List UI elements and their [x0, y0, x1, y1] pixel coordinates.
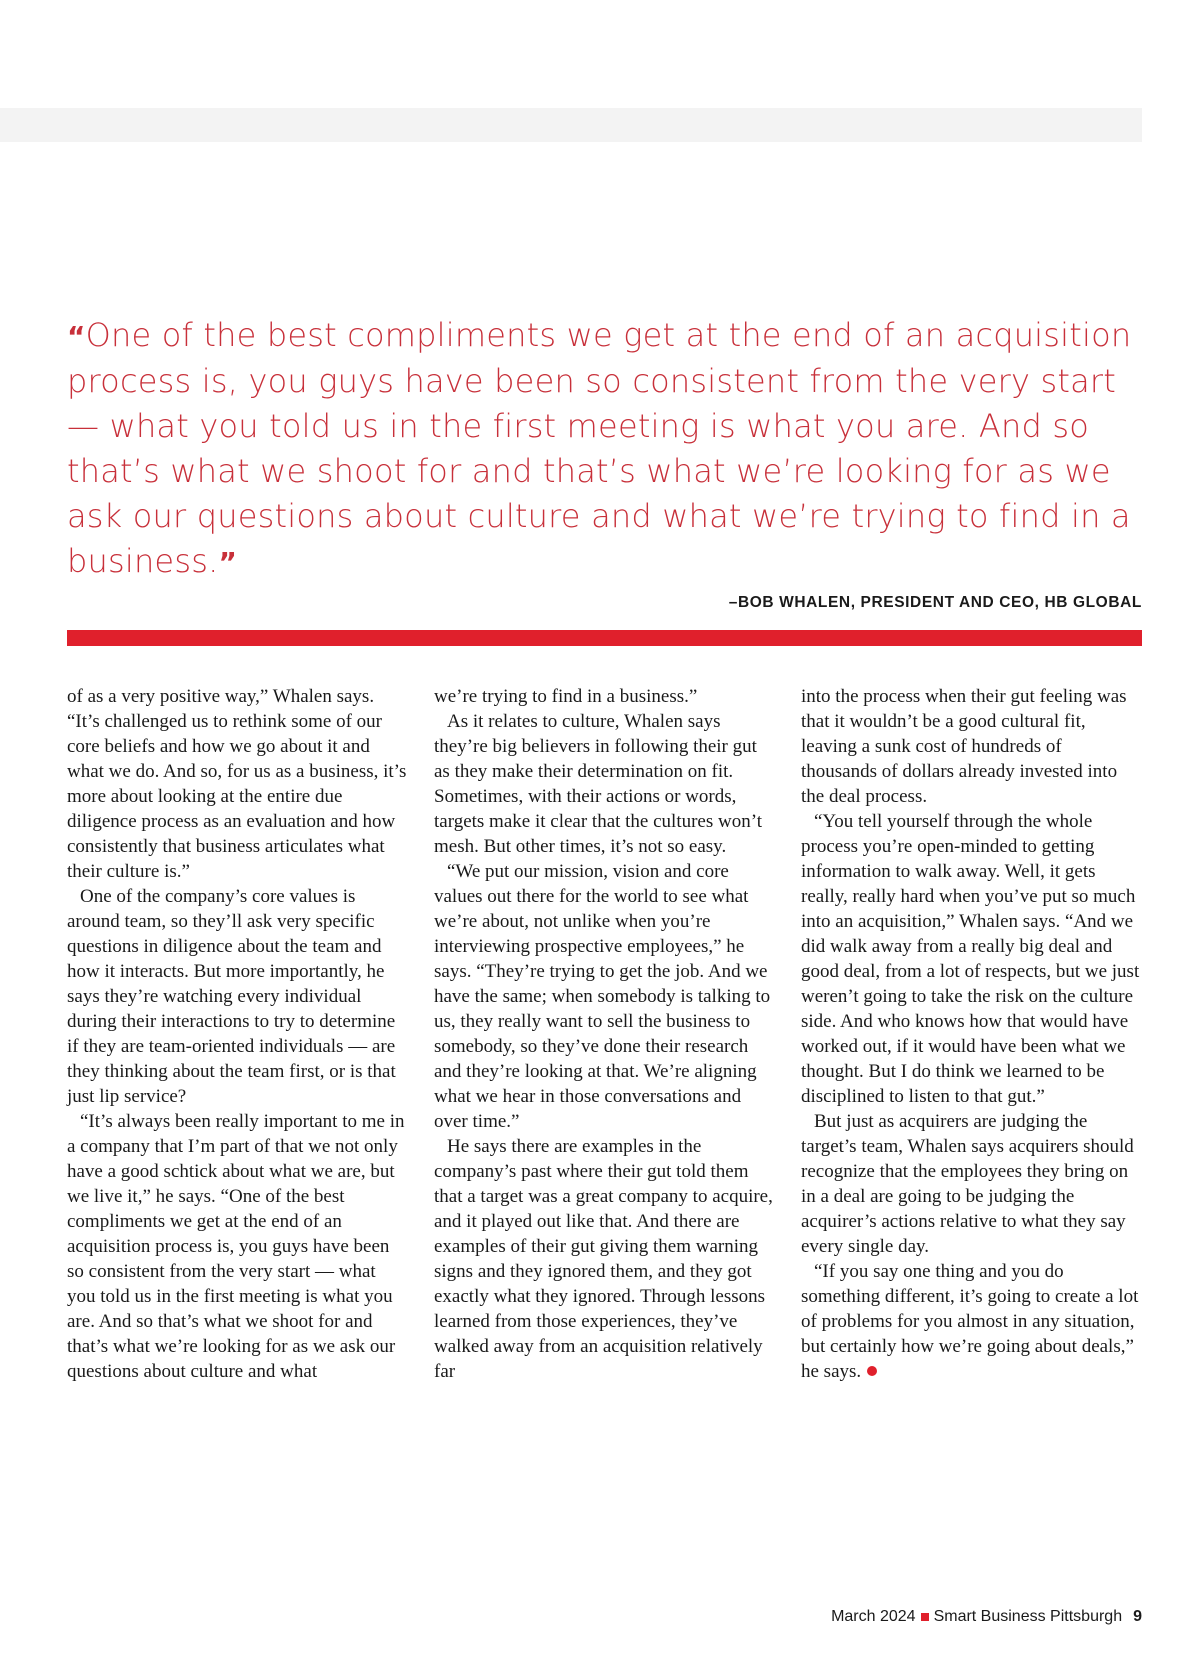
paragraph-final [801, 1259, 1141, 1384]
paragraph: “It’s always been really important to me in a company that I’m part of that we not only have a good schtick about what we are, but we live it,” he says. “One of the best compliments we get at the end of an acquisition process is, you guys have been so consistent from the very start — what you told us in the first meeting is what you are. And so that’s what we shoot for and that’s what we’re looking for as we ask our questions about culture and what [67, 1111, 405, 1382]
paragraph: we’re trying to find in a business.” [434, 686, 698, 707]
paragraph: He says there are examples in the company’s past where their gut told them that a target was a great company to acquire, and it played out like that. And there are examples of their gut giving them warning signs and they ignored them, and they got exactly what they ignored. Through lessons learned from those experiences, they’ve walked away from an acquisition relatively far [434, 1136, 773, 1382]
paragraph: As it relates to culture, Whalen says they’re big believers in following their gut as they make their determination on fit. Sometimes, with their actions or words, targets make it clear that the cultures won’t mesh. But other times, it’s not so easy. [434, 711, 762, 857]
open-quote-mark: “ [67, 320, 86, 353]
close-quote-mark: ” [218, 546, 238, 579]
page-footer [831, 1608, 1142, 1626]
paragraph: “You tell yourself through the whole process you’re open-minded to getting information to walk away. Well, it gets really, really hard when you’ve put so much into an acquisition,” Whalen says. “And we did walk away from a really big deal and good deal, from a lot of respects, but we just weren’t going to take the risk on the culture side. And who knows how that would have worked out, if it would have been what we thought. But I do think we learned to be disciplined to listen to that gut.” [801, 811, 1140, 1107]
paragraph: “We put our mission, vision and core values out there for the world to see what we’re about, not unlike when you’re interviewing prospective employees,” he says. “They’re trying to get the job. And we have the same; when somebody is talking to us, they really want to sell the business to somebody, so they’ve done their research and they’re looking at that. We’re aligning what we hear in those conversations and over time.” [434, 861, 771, 1132]
final-paragraph-text: “If you say one thing and you do something different, it’s going to create a lot of problems for you almost in any situation, but certainly how we’re going about deals,” he says. [801, 1261, 1139, 1382]
footer-date: March 2024 [831, 1608, 916, 1625]
body-column-3 [801, 684, 1141, 1384]
paragraph: into the process when their gut feeling was that it wouldn’t be a good cultural fit, leaving a sunk cost of hundreds of thousands of dollars already invested into the deal process. [801, 686, 1127, 807]
footer-publication: Smart Business Pittsburgh [933, 1608, 1123, 1625]
footer-separator-icon [921, 1613, 929, 1621]
body-column-2 [434, 684, 774, 1384]
body-column-1 [67, 684, 407, 1384]
pull-quote [67, 313, 1147, 585]
end-of-article-mark [867, 1366, 877, 1376]
divider-rule [67, 630, 1142, 646]
quote-attribution: –BOB WHALEN, PRESIDENT AND CEO, HB GLOBAL [728, 594, 1142, 611]
header-band [0, 108, 1142, 142]
paragraph: One of the company’s core values is around team, so they’ll ask very specific questions in diligence about the team and how it interacts. But more importantly, he says they’re watching every individual during their interactions to try to determine if they are team-oriented individuals — are they thinking about the team first, or is that just lip service? [67, 886, 396, 1107]
paragraph: of as a very positive way,” Whalen says. “It’s challenged us to rethink some of our core beliefs and how we go about it and what we do. And so, for us as a business, it’s more about looking at the entire due diligence process as an evaluation and how consistently that business articulates what their culture is.” [67, 686, 407, 882]
pull-quote-text: One of the best compliments we get at the end of an acquisition process is, you guys have been so consistent from the very start — what you told us in the first meeting is what you are. And so that’s what we shoot for and that’s what we’re looking for as we ask our questions about culture and what we’re trying to find in a business. [67, 316, 1132, 580]
paragraph: But just as acquirers are judging the target’s team, Whalen says acquirers should recognize that the employees they bring on in a deal are going to be judging the acquirer’s actions relative to what they say every single day. [801, 1111, 1134, 1257]
page-number: 9 [1133, 1608, 1142, 1625]
